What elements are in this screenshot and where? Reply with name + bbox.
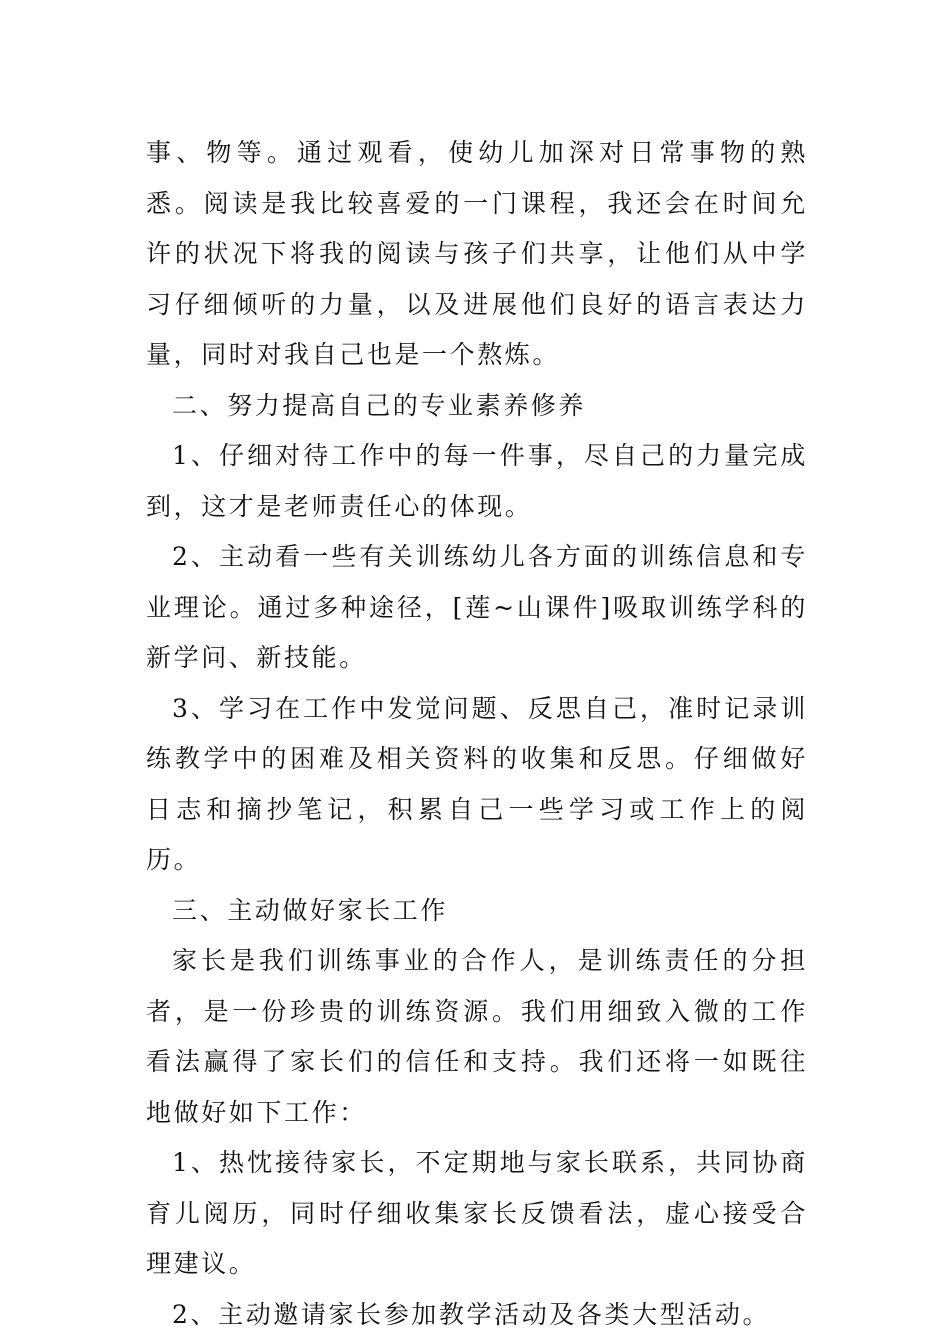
paragraph-2-2: 2、主动看一些有关训练幼儿各方面的训练信息和专业理论。通过多种途径，[莲~山课件]吸取训练学科的新学问、新技能。: [146, 542, 808, 672]
paragraph-3-intro: 家长是我们训练事业的合作人，是训练责任的分担者，是一份珍贵的训练资源。我们用细致入微的工作看法赢得了家长们的信任和支持。我们还将一如既往地做好如下工作：: [146, 946, 808, 1127]
paragraph-3-1: 1、热忱接待家长，不定期地与家长联系，共同协商育儿阅历，同时仔细收集家长反馈看法，虚心接受合理建议。: [146, 1148, 808, 1278]
paragraph-2-3: 3、学习在工作中发觉问题、反思自己，准时记录训练教学中的困难及相关资料的收集和反思。仔细做好日志和摘抄笔记，积累自己一些学习或工作上的阅历。: [146, 693, 808, 874]
paragraph-1: 事、物等。通过观看，使幼儿加深对日常事物的熟悉。阅读是我比较喜爱的一门课程，我还会在时间允许的状况下将我的阅读与孩子们共享，让他们从中学习仔细倾听的力量，以及进展他们良好的语言表达力量，同时对我自己也是一个熬炼。: [146, 138, 808, 369]
section-heading-2: 二、努力提高自己的专业素养修养: [172, 390, 587, 420]
document-body: [146, 128, 808, 1340]
section-heading-3: 三、主动做好家长工作: [172, 895, 449, 925]
paragraph-2-1: 1、仔细对待工作中的每一件事，尽自己的力量完成到，这才是老师责任心的体现。: [146, 441, 808, 521]
paragraph-3-2: 2、主动邀请家长参加教学活动及各类大型活动。: [172, 1299, 771, 1329]
